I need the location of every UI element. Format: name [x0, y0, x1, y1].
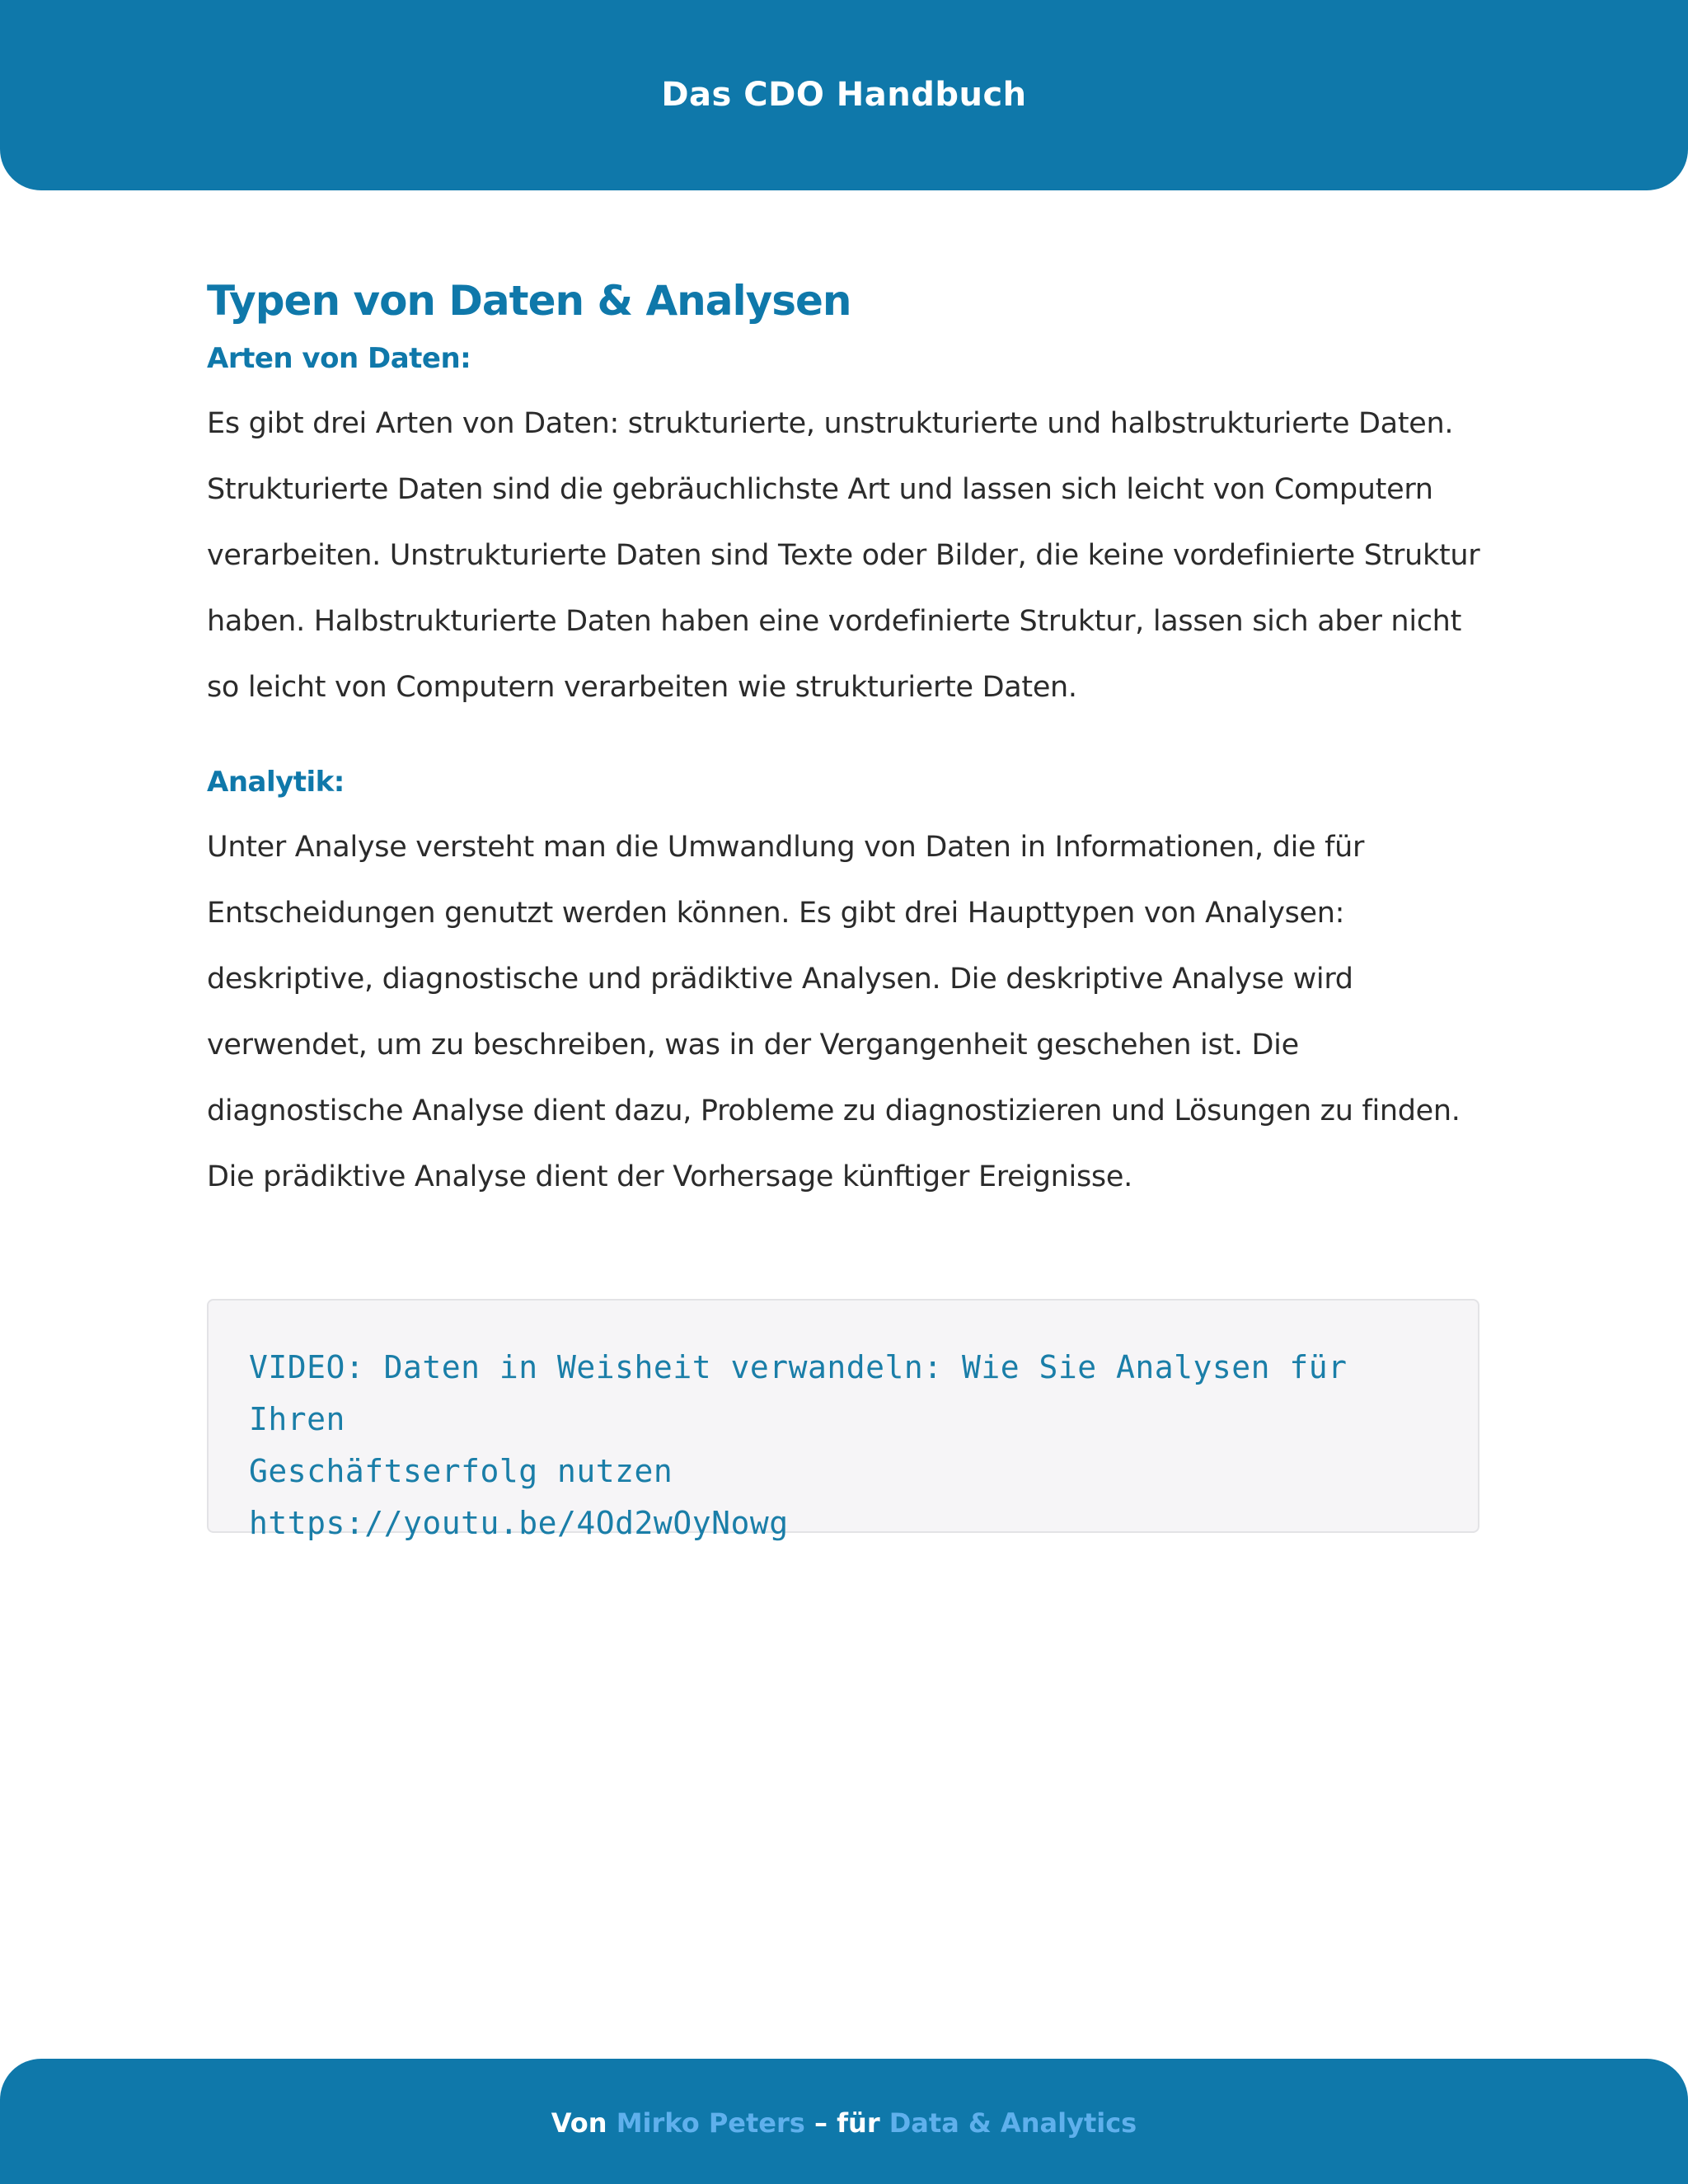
section-heading-arten-von-daten: Arten von Daten: — [207, 342, 471, 375]
video-title-line-1: VIDEO: Daten in Weisheit verwandeln: Wie Sie Analysen für Ihren — [249, 1349, 1348, 1437]
section-body-analytik: Unter Analyse versteht man die Umwandlung von Daten in Informationen, die für Entscheidungen genutzt werden können. Es gibt drei Haupttypen von Analysen: deskriptive, diagnostische und prädiktive Analysen. Die deskriptive Analyse wird verwendet, um zu beschreiben, was in der Vergangenheit geschehen ist. Die diagnostische Analyse dient dazu, Probleme zu diagnostizieren und Lösungen zu finden. Die prädiktive Analyse dient der Vorhersage künftiger Ereignisse. — [207, 831, 1461, 1193]
main-content — [207, 264, 1481, 1210]
footer-author-link[interactable]: Mirko Peters — [616, 2107, 805, 2139]
page-header — [0, 0, 1688, 190]
section-heading-analytik: Analytik: — [207, 766, 345, 799]
header-title: Das CDO Handbuch — [661, 75, 1027, 114]
footer-credit — [551, 2107, 1137, 2139]
video-callout-box — [207, 1299, 1479, 1541]
page-footer — [0, 2059, 1688, 2184]
footer-prefix: Von — [551, 2107, 617, 2139]
footer-separator: – für — [804, 2107, 889, 2139]
video-title-line-2: Geschäftserfolg nutzen — [249, 1453, 673, 1489]
footer-topic-link[interactable]: Data & Analytics — [889, 2107, 1137, 2139]
section-body-arten-von-daten: Es gibt drei Arten von Daten: strukturierte, unstrukturierte und halbstrukturierte Daten. Strukturierte Daten sind die gebräuchlichste Art und lassen sich leicht von Computern verarbeiten. Unstrukturierte Daten sind Texte oder Bilder, die keine vordefinierte Struktur haben. Halbstrukturierte Daten haben eine vordefinierte Struktur, lassen sich aber nicht so leicht von Computern verarbeiten wie strukturierte Daten. — [207, 407, 1480, 704]
video-link[interactable]: https://youtu.be/4Od2wOyNowg — [249, 1505, 789, 1541]
page-title: Typen von Daten & Analysen — [207, 277, 851, 325]
